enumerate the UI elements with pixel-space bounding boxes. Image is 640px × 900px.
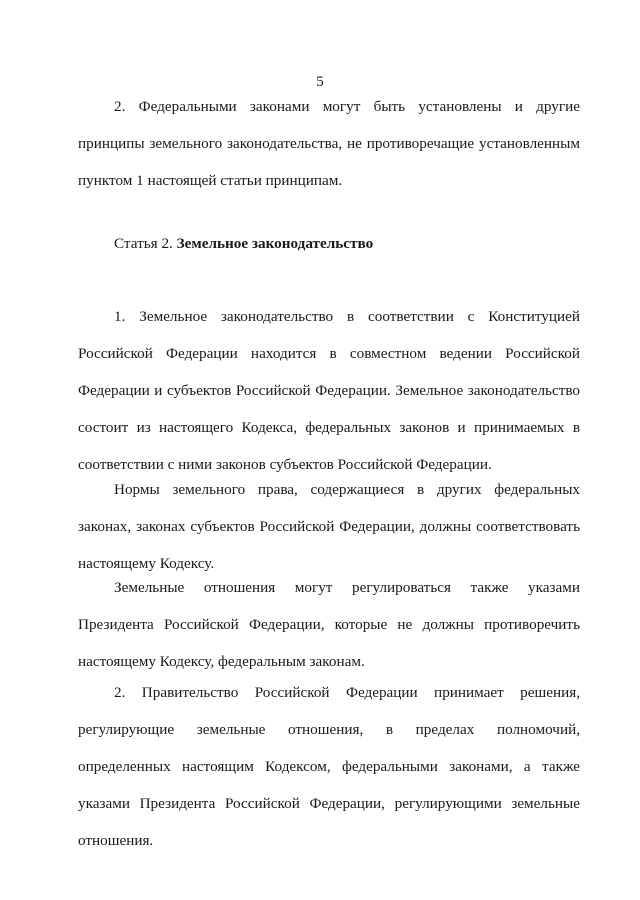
article-heading [114,233,373,255]
paragraph-article-2-item-1-text: 1. Земельное законодательство в соответствии с Конституцией Российской Федерации находится в совместном ведении Российской Федерации и субъектов Российской Федерации. Земельное законодательство состоит из настоящего Кодекса, федеральных законов и принимаемых в соответствии с ними законов субъектов Российской Федерации. [78,308,580,473]
paragraph-land-law-norms-text: Нормы земельного права, содержащиеся в других федеральных законах, законах субъектов Российской Федерации, должны соответствовать настоящему Кодексу. [78,481,580,572]
page-number: 5 [316,74,324,90]
paragraph-land-law-norms [78,471,580,582]
paragraph-presidential-decrees [78,569,580,680]
paragraph-article-2-item-2 [78,674,580,859]
paragraph-presidential-decrees-text: Земельные отношения могут регулироваться также указами Президента Российской Федерации, которые не должны противоречить настоящему Кодексу, федеральным законам. [78,579,580,670]
paragraph-article-2-item-1 [78,298,580,483]
paragraph-article-2-item-2-text: 2. Правительство Российской Федерации принимает решения, регулирующие земельные отношения, в пределах полномочий, определенных настоящим Кодексом, федеральными законами, а также указами Президента Российской Федерации, регулирующими земельные отношения. [78,684,580,849]
paragraph-principles [78,88,580,199]
paragraph-principles-text: 2. Федеральными законами могут быть установлены и другие принципы земельного законодательства, не противоречащие установленным пунктом 1 настоящей статьи принципам. [78,98,580,189]
article-prefix: Статья 2. [114,235,173,252]
article-title: Земельное законодательство [176,235,374,252]
